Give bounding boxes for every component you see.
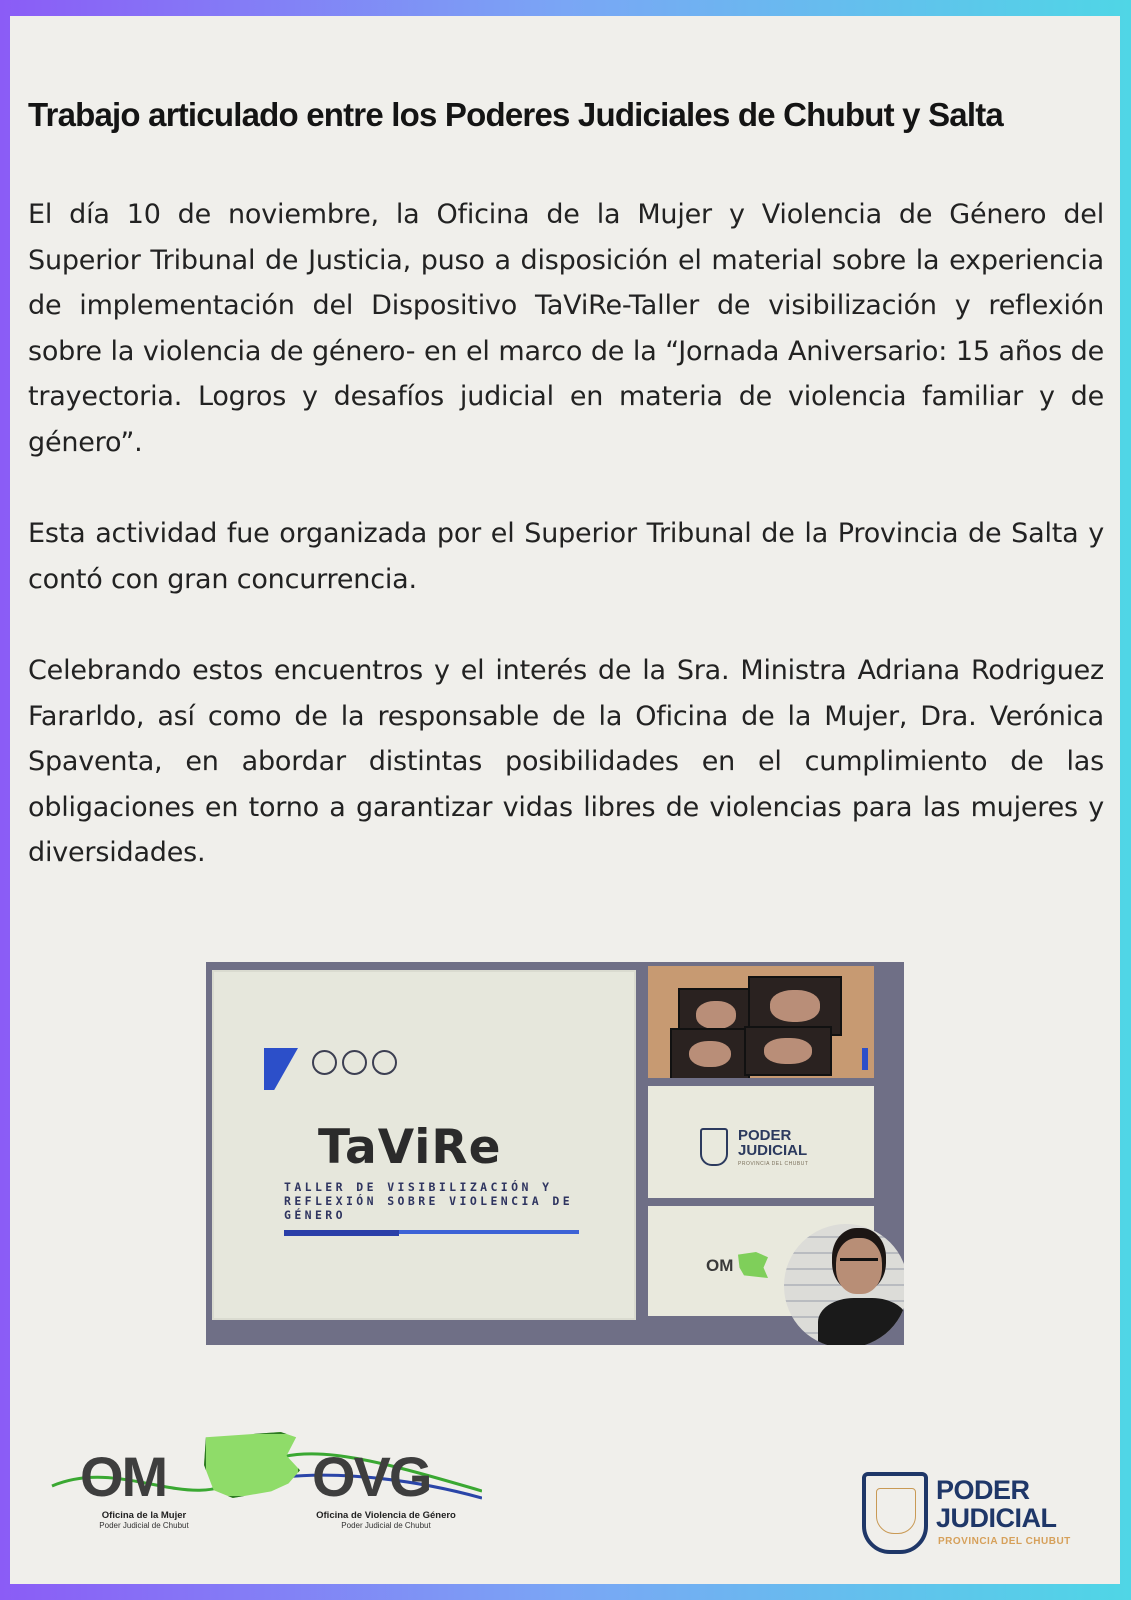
shield-icon: [700, 1128, 728, 1166]
slide-title: TaViRe: [318, 1120, 502, 1175]
om-logo-text: OM: [80, 1445, 167, 1508]
tile-logo-sub: PROVINCIA DEL CHUBUT: [738, 1161, 809, 1167]
shield-icon: [862, 1472, 928, 1554]
pj-logo-line1: PODER: [936, 1475, 1030, 1505]
pj-province: PROVINCIA DEL CHUBUT: [938, 1536, 1071, 1547]
tile-logo-text: [738, 1128, 807, 1158]
paragraph-1: El día 10 de noviembre, la Oficina de la Mujer y Violencia de Género del Superior Tribunal de Justicia, puso a disposición el material sobre la experiencia de implementación del Dispositivo TaViRe-Taller de visibilización y reflexión sobre la violencia de género- en el marco de la “Jornada Aniversario: 15 años de trayectoria. Logros y desafíos judicial en materia de violencia familiar y de género”.: [28, 199, 1104, 458]
blue-accent: [862, 1048, 868, 1070]
tile-logo-line1: PODER: [738, 1127, 792, 1144]
om-caption-sub: Poder Judicial de Chubut: [99, 1521, 189, 1530]
videocall-screenshot: [206, 962, 904, 1345]
page-title: Trabajo articulado entre los Poderes Judiciales de Chubut y Salta: [28, 96, 1003, 133]
poder-judicial-tile: [648, 1086, 874, 1198]
tile-logo-line2: JUDICIAL: [738, 1142, 808, 1159]
dots-icon: [312, 1050, 397, 1075]
faces-tile: [648, 966, 874, 1078]
om-caption: Oficina de la Mujer: [101, 1510, 187, 1521]
webcam-bubble: [784, 1224, 904, 1345]
map-icon: [738, 1252, 768, 1278]
blue-shape-icon: [264, 1048, 298, 1090]
poder-judicial-logo: [862, 1470, 1082, 1550]
tavire-slide: [212, 970, 636, 1320]
paragraph-2: Esta actividad fue organizada por el Superior Tribunal de la Provincia de Salta y contó con gran concurrencia.: [28, 518, 1104, 595]
pj-logo-line2: JUDICIAL: [936, 1503, 1057, 1533]
tile-om-text: OM: [706, 1256, 734, 1275]
pj-logo-text: [936, 1476, 1057, 1532]
face-image: [744, 1026, 832, 1076]
om-ovg-logo: [42, 1446, 482, 1556]
paragraph-3: Celebrando estos encuentros y el interés de la Sra. Ministra Adriana Rodriguez Fararldo, así como de la responsable de la Oficina de la Mujer, Dra. Verónica Spaventa, en abordar distintas posibilidades en el cumplimiento de las obligaciones en torno a garantizar vidas libres de violencias para las mujeres y diversidades.: [28, 655, 1104, 868]
ovg-caption-sub: Poder Judicial de Chubut: [341, 1521, 431, 1530]
slide-underline-accent: [284, 1230, 399, 1236]
document-page: [10, 16, 1120, 1584]
ovg-caption: Oficina de Violencia de Género: [316, 1510, 456, 1521]
face-image: [670, 1028, 750, 1078]
slide-subtitle: TALLER DE VISIBILIZACIÓN Y REFLEXIÓN SOBRE VIOLENCIA DE GÉNERO: [284, 1180, 574, 1222]
scales-icon: [876, 1488, 916, 1534]
ovg-logo-text: OVG: [312, 1445, 431, 1508]
